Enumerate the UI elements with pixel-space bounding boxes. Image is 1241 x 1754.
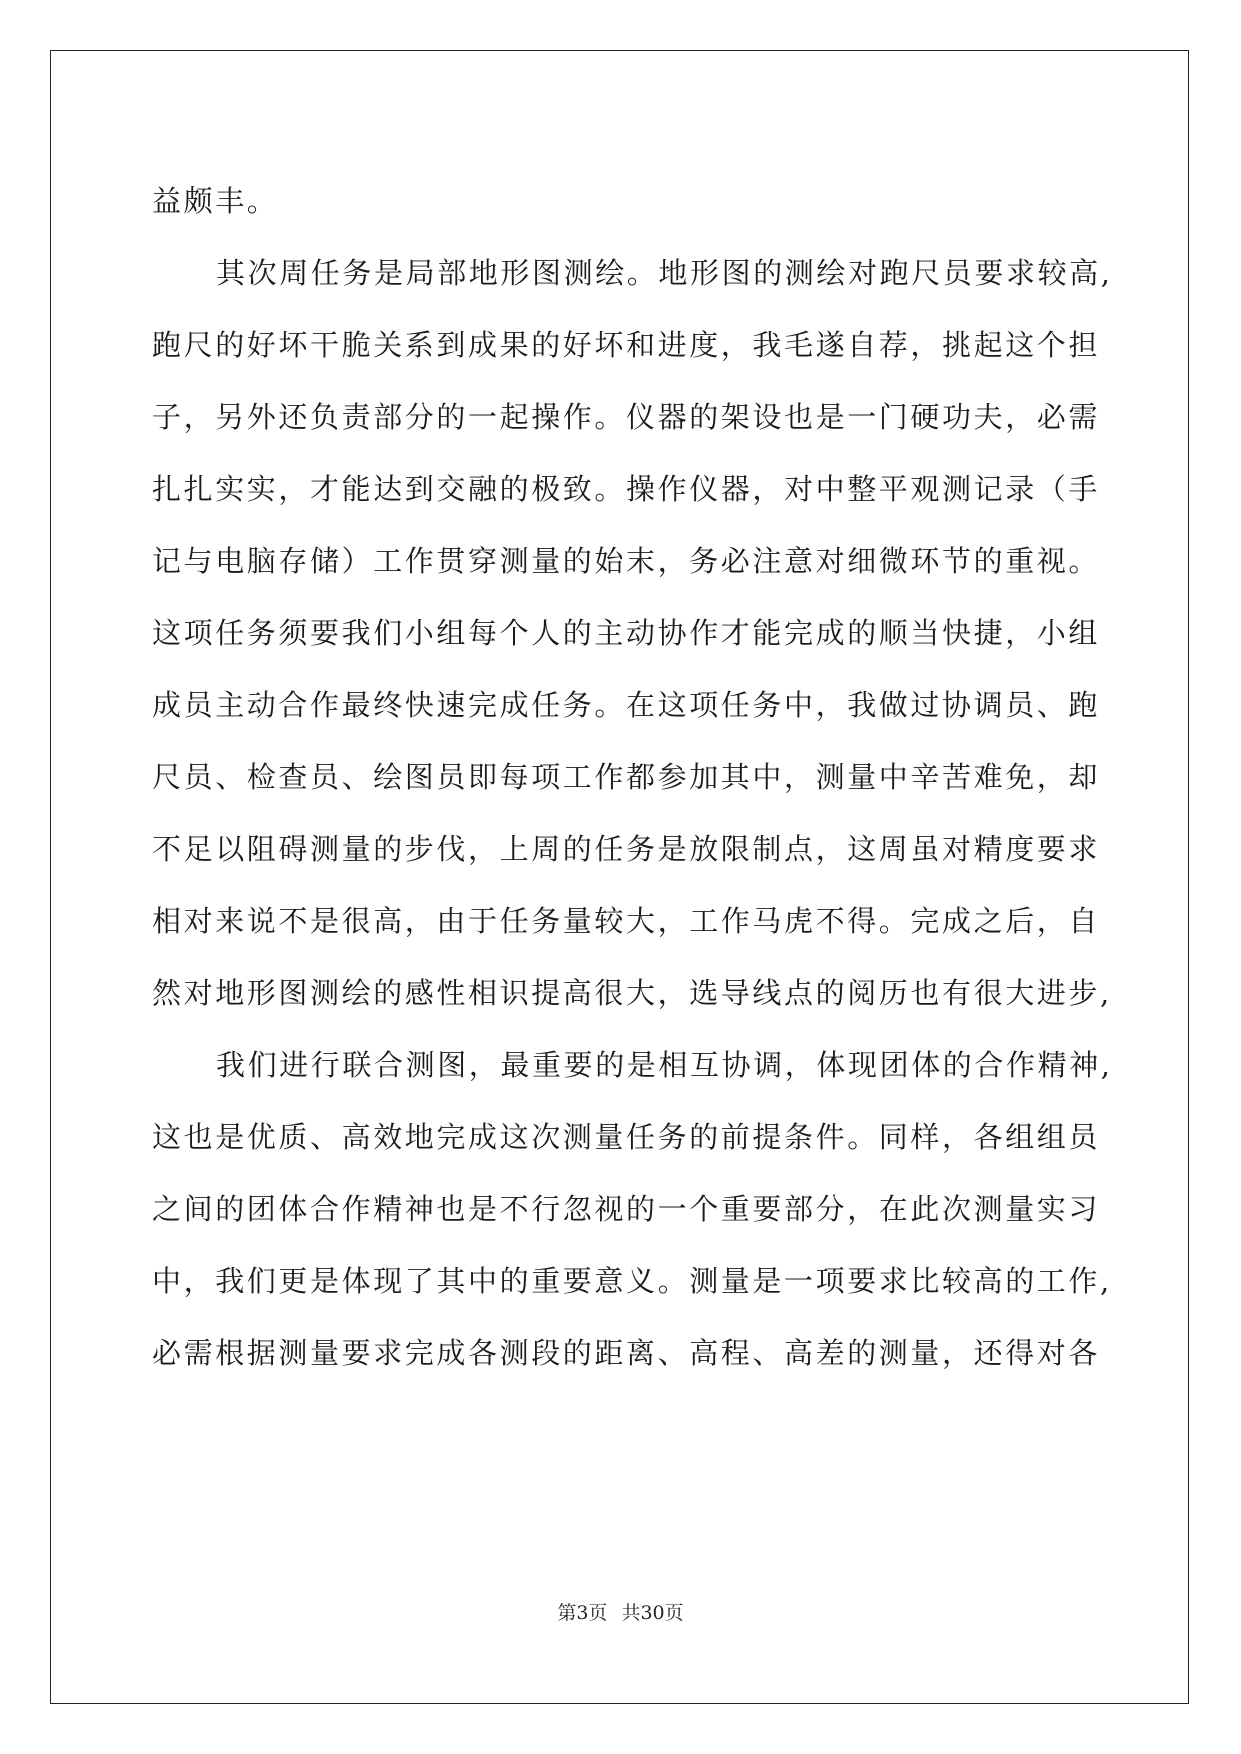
text-line: 扎扎实实，才能达到交融的极致。操作仪器，对中整平观测记录（手	[152, 472, 1101, 506]
text-line: 中，我们更是体现了其中的重要意义。测量是一项要求比较高的工作,	[152, 1264, 1112, 1298]
text-line-paragraph-start: 我们进行联合测图，最重要的是相互协调，体现团体的合作精神,	[216, 1048, 1113, 1082]
text-line: 子，另外还负责部分的一起操作。仪器的架设也是一门硬功夫，必需	[152, 400, 1101, 434]
page-footer	[0, 1598, 1241, 1625]
text-line: 然对地形图测绘的感性相识提高很大，选导线点的阅历也有很大进步,	[152, 976, 1112, 1010]
text-line-paragraph-start: 其次周任务是局部地形图测绘。地形图的测绘对跑尺员要求较高,	[216, 256, 1113, 290]
text-line: 不足以阻碍测量的步伐，上周的任务是放限制点，这周虽对精度要求	[152, 832, 1101, 866]
text-line: 记与电脑存储）工作贯穿测量的始末，务必注意对细微环节的重视。	[152, 544, 1101, 578]
text-line: 这也是优质、高效地完成这次测量任务的前提条件。同样，各组组员	[152, 1120, 1101, 1154]
text-line: 成员主动合作最终快速完成任务。在这项任务中，我做过协调员、跑	[152, 688, 1101, 722]
text-line: 这项任务须要我们小组每个人的主动协作才能完成的顺当快捷，小组	[152, 616, 1101, 650]
text-line: 相对来说不是很高，由于任务量较大，工作马虎不得。完成之后，自	[152, 904, 1101, 938]
text-line: 益颇丰。	[152, 184, 279, 218]
text-line: 必需根据测量要求完成各测段的距离、高程、高差的测量，还得对各	[152, 1336, 1101, 1370]
page-number-total: 共30页	[621, 1602, 684, 1624]
document-body	[152, 165, 1113, 1389]
text-line: 之间的团体合作精神也是不行忽视的一个重要部分，在此次测量实习	[152, 1192, 1101, 1226]
text-line: 尺员、检查员、绘图员即每项工作都参加其中，测量中辛苦难免，却	[152, 760, 1101, 794]
page-number-current: 第3页	[557, 1602, 608, 1624]
text-line: 跑尺的好坏干脆关系到成果的好坏和进度，我毛遂自荐，挑起这个担	[152, 328, 1101, 362]
